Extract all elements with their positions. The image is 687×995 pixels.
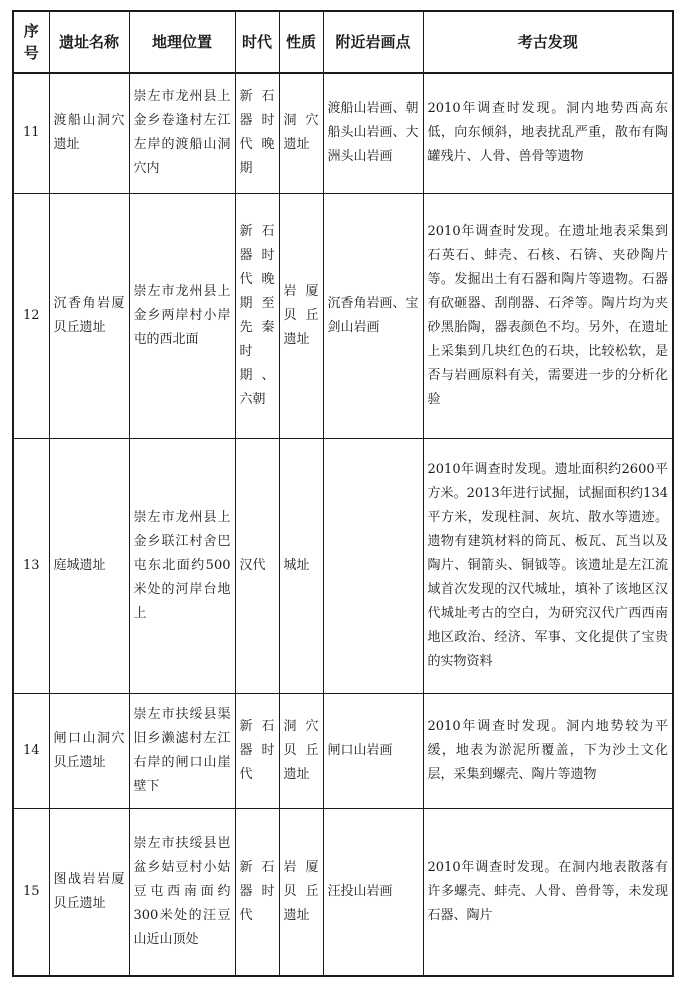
header-era: 时代 [235,11,279,73]
row-nature: 洞穴遗址 [279,73,323,193]
table-row [13,73,673,193]
row-era: 新石器时代晚期至先秦时期、六朝 [235,193,279,438]
table-row [13,808,673,976]
row-findings: 2010年调查时发现。在洞内地表散落有许多螺壳、蚌壳、人骨、兽骨等，未发现石器、陶片 [423,808,673,976]
row-location: 崇左市扶绥县渠旧乡濑滤村左江右岸的闸口山崖壁下 [129,693,235,808]
row-name: 图战岩岩厦贝丘遗址 [49,808,129,976]
row-era: 新石器时代晚期 [235,73,279,193]
row-nature: 洞穴贝丘遗址 [279,693,323,808]
row-no: 11 [13,73,49,193]
row-era: 新石器时代 [235,808,279,976]
row-rock-art: 沉香角岩画、宝剑山岩画 [323,193,423,438]
row-era: 汉代 [235,438,279,693]
header-no: 序号 [13,11,49,73]
row-nature: 城址 [279,438,323,693]
row-name: 沉香角岩厦贝丘遗址 [49,193,129,438]
row-nature: 岩厦贝丘遗址 [279,193,323,438]
row-rock-art: 汪投山岩画 [323,808,423,976]
header-rock-art: 附近岩画点 [323,11,423,73]
row-findings: 2010年调查时发现。在遗址地表采集到石英石、蚌壳、石核、石锛、夹砂陶片等。发掘出土有石器和陶片等遗物。石器有砍砸器、刮削器、石斧等。陶片均为夹砂黑胎陶，器表颜色不均。另外，在遗址上采集到几块红色的石块，比较松软，是否与岩画原料有关，需要进一步的分析化验 [423,193,673,438]
row-name: 渡船山洞穴遗址 [49,73,129,193]
sites-table [12,10,674,977]
row-nature: 岩厦贝丘遗址 [279,808,323,976]
row-findings: 2010年调查时发现。遗址面积约2600平方米。2013年进行试掘，试掘面积约134平方米，发现柱洞、灰坑、散水等遗迹。遗物有建筑材料的筒瓦、板瓦、瓦当以及陶片、铜箭头、铜钺等。该遗址是左江流域首次发现的汉代城址，填补了该地区汉代城址考古的空白，为研究汉代广西西南地区政治、经济、军事、文化提供了宝贵的实物资料 [423,438,673,693]
table-row [13,438,673,693]
table-body [13,73,673,976]
row-name: 庭城遗址 [49,438,129,693]
row-no: 12 [13,193,49,438]
row-findings: 2010年调查时发现。洞内地势较为平缓，地表为淤泥所覆盖，下为沙土文化层，采集到螺壳、陶片等遗物 [423,693,673,808]
row-era: 新石器时代 [235,693,279,808]
row-findings: 2010年调查时发现。洞内地势西高东低，向东倾斜，地表扰乱严重，散布有陶罐残片、人骨、兽骨等遗物 [423,73,673,193]
header-nature: 性质 [279,11,323,73]
table-header [13,11,673,73]
row-no: 15 [13,808,49,976]
table-row [13,193,673,438]
row-location: 崇左市龙州县上金乡联江村舍巴屯东北面约500米处的河岸台地上 [129,438,235,693]
row-location: 崇左市扶绥县岜盆乡姑豆村小姑豆屯西南面约300米处的汪豆山近山顶处 [129,808,235,976]
row-rock-art [323,438,423,693]
row-rock-art: 闸口山岩画 [323,693,423,808]
row-location: 崇左市龙州县上金乡两岸村小岸屯的西北面 [129,193,235,438]
header-location: 地理位置 [129,11,235,73]
row-no: 13 [13,438,49,693]
row-name: 闸口山洞穴贝丘遗址 [49,693,129,808]
table-row [13,693,673,808]
header-findings: 考古发现 [423,11,673,73]
row-rock-art: 渡船山岩画、朝船头山岩画、大洲头山岩画 [323,73,423,193]
row-no: 14 [13,693,49,808]
header-name: 遗址名称 [49,11,129,73]
row-location: 崇左市龙州县上金乡卷逢村左江左岸的渡船山洞穴内 [129,73,235,193]
